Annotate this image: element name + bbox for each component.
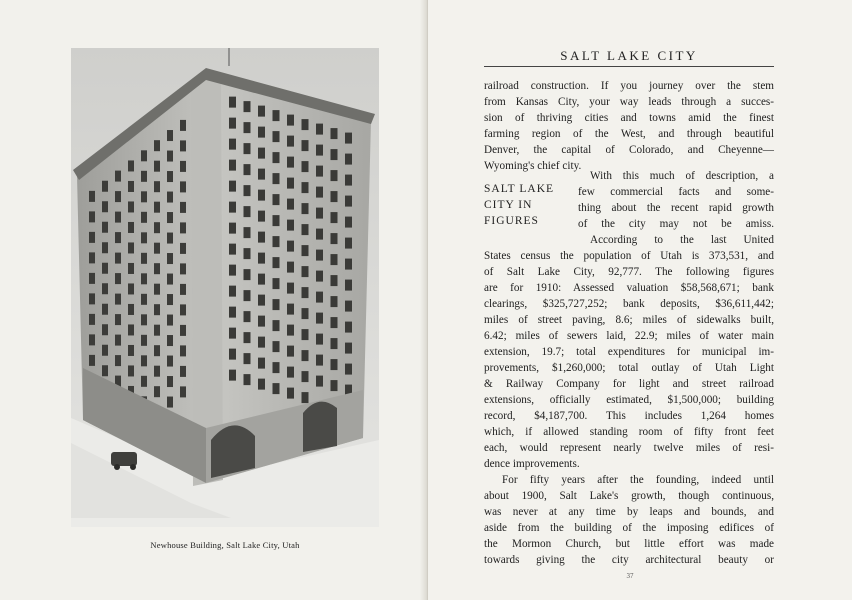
window bbox=[302, 308, 309, 319]
window bbox=[331, 191, 338, 202]
window bbox=[141, 171, 147, 182]
window bbox=[180, 345, 186, 356]
window bbox=[331, 233, 338, 244]
window bbox=[154, 366, 160, 377]
window bbox=[331, 317, 338, 328]
window bbox=[141, 232, 147, 243]
window bbox=[244, 185, 251, 196]
window bbox=[244, 248, 251, 259]
window bbox=[258, 295, 265, 306]
body-line: With this much of description, a bbox=[590, 170, 774, 182]
window bbox=[115, 232, 121, 243]
window bbox=[316, 334, 323, 345]
window bbox=[154, 386, 160, 397]
window bbox=[167, 171, 173, 182]
window bbox=[180, 222, 186, 233]
body-line: miles of street paving, 8.6; miles of sidewalks built, bbox=[484, 314, 774, 326]
window bbox=[331, 149, 338, 160]
window bbox=[258, 274, 265, 285]
window bbox=[331, 254, 338, 265]
window bbox=[345, 175, 352, 186]
body-line: of Salt Lake City, 92,777. The following figures bbox=[484, 266, 774, 278]
window bbox=[302, 119, 309, 130]
window bbox=[141, 273, 147, 284]
window bbox=[89, 334, 95, 345]
window bbox=[115, 191, 121, 202]
window bbox=[302, 392, 309, 403]
window bbox=[316, 124, 323, 135]
window bbox=[302, 203, 309, 214]
body-line: Wyoming's chief city. bbox=[484, 160, 582, 172]
body-line: aside from the building of the imposing edifices of bbox=[484, 522, 774, 534]
window bbox=[316, 166, 323, 177]
window bbox=[287, 136, 294, 147]
body-line: extensions, officially estimated, $1,500,000; building bbox=[484, 394, 774, 406]
window bbox=[258, 358, 265, 369]
window bbox=[345, 238, 352, 249]
window bbox=[244, 143, 251, 154]
window bbox=[154, 284, 160, 295]
window bbox=[244, 332, 251, 343]
window bbox=[167, 130, 173, 141]
header-rule bbox=[484, 66, 774, 67]
body-line: sion of thriving cities and towns amid the finest bbox=[484, 112, 774, 124]
body-line: States census the population of Utah is 373,531, and bbox=[484, 250, 774, 262]
window bbox=[287, 178, 294, 189]
body-line: railroad construction. If you journey over the stem bbox=[484, 80, 774, 92]
window bbox=[141, 150, 147, 161]
window bbox=[229, 265, 236, 276]
window bbox=[167, 233, 173, 244]
window bbox=[345, 343, 352, 354]
window bbox=[229, 244, 236, 255]
window bbox=[331, 275, 338, 286]
body-line: record, $4,187,700. This includes 1,264 homes bbox=[484, 410, 774, 422]
window bbox=[244, 374, 251, 385]
window bbox=[258, 316, 265, 327]
window bbox=[89, 355, 95, 366]
photo-caption: Newhouse Building, Salt Lake City, Utah bbox=[150, 540, 300, 550]
window bbox=[141, 314, 147, 325]
window bbox=[331, 380, 338, 391]
window bbox=[273, 173, 280, 184]
window bbox=[167, 356, 173, 367]
window bbox=[302, 266, 309, 277]
window bbox=[316, 229, 323, 240]
window bbox=[287, 262, 294, 273]
window bbox=[273, 383, 280, 394]
window bbox=[167, 376, 173, 387]
window bbox=[167, 253, 173, 264]
body-line: 6.42; miles of sewers laid, 22.9; miles of water main bbox=[484, 330, 774, 342]
window bbox=[331, 359, 338, 370]
window bbox=[258, 190, 265, 201]
window bbox=[316, 376, 323, 387]
window bbox=[287, 325, 294, 336]
newhouse-building-photo bbox=[71, 48, 379, 527]
window bbox=[180, 366, 186, 377]
window bbox=[316, 292, 323, 303]
window bbox=[316, 145, 323, 156]
window bbox=[154, 140, 160, 151]
window bbox=[141, 212, 147, 223]
window bbox=[244, 290, 251, 301]
window bbox=[287, 115, 294, 126]
window bbox=[115, 355, 121, 366]
window bbox=[167, 315, 173, 326]
window bbox=[331, 296, 338, 307]
window bbox=[141, 191, 147, 202]
window bbox=[316, 250, 323, 261]
window bbox=[167, 192, 173, 203]
window bbox=[345, 280, 352, 291]
window bbox=[258, 337, 265, 348]
window bbox=[128, 201, 134, 212]
window bbox=[89, 211, 95, 222]
side-heading-line-1: SALT LAKE bbox=[484, 183, 555, 195]
window bbox=[229, 370, 236, 381]
window bbox=[244, 164, 251, 175]
side-heading-line-3: FIGURES bbox=[484, 215, 539, 227]
window bbox=[229, 202, 236, 213]
window bbox=[258, 169, 265, 180]
window bbox=[287, 304, 294, 315]
window bbox=[316, 208, 323, 219]
window bbox=[302, 371, 309, 382]
window bbox=[302, 161, 309, 172]
window bbox=[102, 222, 108, 233]
window bbox=[229, 160, 236, 171]
window bbox=[258, 106, 265, 117]
body-line: For fifty years after the founding, indeed until bbox=[502, 474, 774, 486]
window bbox=[345, 133, 352, 144]
body-line: of the city may not be amiss. bbox=[578, 218, 774, 230]
window bbox=[302, 287, 309, 298]
window bbox=[167, 212, 173, 223]
window bbox=[89, 191, 95, 202]
window bbox=[273, 278, 280, 289]
window bbox=[287, 241, 294, 252]
window bbox=[141, 253, 147, 264]
window bbox=[141, 376, 147, 387]
window bbox=[331, 212, 338, 223]
window bbox=[102, 345, 108, 356]
window bbox=[331, 128, 338, 139]
window bbox=[128, 345, 134, 356]
body-line: According to the last United bbox=[590, 234, 774, 246]
window bbox=[244, 101, 251, 112]
window bbox=[273, 152, 280, 163]
window bbox=[141, 355, 147, 366]
body-line: each, would represent nearly twelve miles of resi- bbox=[484, 442, 774, 454]
window bbox=[128, 181, 134, 192]
window bbox=[180, 161, 186, 172]
window bbox=[141, 335, 147, 346]
window bbox=[180, 243, 186, 254]
body-line: about 1900, Salt Lake's growth, though continuous, bbox=[484, 490, 774, 502]
window bbox=[115, 294, 121, 305]
window bbox=[287, 220, 294, 231]
window bbox=[128, 160, 134, 171]
window bbox=[102, 283, 108, 294]
body-line: extension, 19.7; total expenditures for municipal im- bbox=[484, 346, 774, 358]
body-line: provements, $1,260,000; total outlay of Utah Light bbox=[484, 362, 774, 374]
window bbox=[258, 127, 265, 138]
window bbox=[316, 355, 323, 366]
window bbox=[128, 324, 134, 335]
window bbox=[102, 365, 108, 376]
window bbox=[180, 202, 186, 213]
window bbox=[302, 182, 309, 193]
window bbox=[273, 215, 280, 226]
window bbox=[302, 140, 309, 151]
window bbox=[141, 294, 147, 305]
window bbox=[244, 353, 251, 364]
window bbox=[302, 224, 309, 235]
window bbox=[287, 283, 294, 294]
window bbox=[302, 350, 309, 361]
window bbox=[229, 328, 236, 339]
window bbox=[302, 329, 309, 340]
window bbox=[128, 263, 134, 274]
window bbox=[244, 227, 251, 238]
window bbox=[258, 253, 265, 264]
window bbox=[287, 157, 294, 168]
window bbox=[128, 222, 134, 233]
window bbox=[331, 170, 338, 181]
window bbox=[89, 314, 95, 325]
window bbox=[154, 325, 160, 336]
window bbox=[102, 263, 108, 274]
body-line: thing about the recent rapid growth bbox=[578, 202, 774, 214]
window bbox=[345, 322, 352, 333]
body-line: Denver, the capital of Colorado, and Cheyenne— bbox=[484, 144, 774, 156]
window bbox=[128, 283, 134, 294]
window bbox=[102, 242, 108, 253]
window bbox=[244, 269, 251, 280]
body-line: & Railway Company for light and street railroad bbox=[484, 378, 774, 390]
window bbox=[345, 154, 352, 165]
body-line: towards giving the city architectural beauty or bbox=[484, 554, 774, 566]
window bbox=[128, 365, 134, 376]
window bbox=[302, 245, 309, 256]
window bbox=[154, 181, 160, 192]
body-line: farming region of the West, and through beautiful bbox=[484, 128, 774, 140]
window bbox=[180, 140, 186, 151]
window bbox=[273, 257, 280, 268]
window bbox=[115, 273, 121, 284]
window bbox=[258, 379, 265, 390]
window bbox=[115, 171, 121, 182]
window bbox=[287, 346, 294, 357]
window bbox=[102, 324, 108, 335]
window bbox=[180, 284, 186, 295]
body-line: dence improvements. bbox=[484, 458, 580, 470]
window bbox=[115, 314, 121, 325]
window bbox=[154, 222, 160, 233]
window bbox=[244, 311, 251, 322]
page-number: 37 bbox=[626, 572, 634, 580]
window bbox=[102, 304, 108, 315]
window bbox=[102, 201, 108, 212]
window bbox=[229, 286, 236, 297]
window bbox=[229, 139, 236, 150]
window bbox=[102, 181, 108, 192]
window bbox=[316, 313, 323, 324]
window bbox=[345, 301, 352, 312]
window bbox=[115, 335, 121, 346]
window bbox=[89, 232, 95, 243]
body-line: which, if allowed standing room of fifty front feet bbox=[484, 426, 774, 438]
window bbox=[128, 304, 134, 315]
window bbox=[229, 181, 236, 192]
window bbox=[229, 223, 236, 234]
window bbox=[273, 131, 280, 142]
window bbox=[180, 181, 186, 192]
window bbox=[229, 307, 236, 318]
window bbox=[167, 274, 173, 285]
window bbox=[229, 97, 236, 108]
window bbox=[154, 345, 160, 356]
window bbox=[345, 259, 352, 270]
window bbox=[273, 362, 280, 373]
window bbox=[331, 338, 338, 349]
body-line: was never at any time by leaps and bounds, and bbox=[484, 506, 774, 518]
window bbox=[258, 232, 265, 243]
window bbox=[345, 364, 352, 375]
window bbox=[154, 202, 160, 213]
body-line: few commercial facts and some- bbox=[578, 186, 774, 198]
window bbox=[287, 199, 294, 210]
window bbox=[258, 148, 265, 159]
window bbox=[167, 151, 173, 162]
window bbox=[287, 367, 294, 378]
window bbox=[167, 335, 173, 346]
window bbox=[273, 299, 280, 310]
window bbox=[273, 320, 280, 331]
window bbox=[89, 293, 95, 304]
running-head: SALT LAKE CITY bbox=[560, 48, 698, 63]
window bbox=[244, 206, 251, 217]
body-line: are for 1910: Assessed valuation $58,568,671; bank bbox=[484, 282, 774, 294]
body-line: from Kansas City, your way leads through a succes- bbox=[484, 96, 774, 108]
window bbox=[115, 253, 121, 264]
window bbox=[128, 242, 134, 253]
window bbox=[154, 263, 160, 274]
window bbox=[167, 294, 173, 305]
window bbox=[287, 388, 294, 399]
window bbox=[273, 194, 280, 205]
building-illustration bbox=[71, 48, 379, 527]
window bbox=[89, 252, 95, 263]
window bbox=[258, 211, 265, 222]
body-line: the Mormon Church, but little effort was made bbox=[484, 538, 774, 550]
window bbox=[273, 110, 280, 121]
window bbox=[229, 118, 236, 129]
window bbox=[273, 236, 280, 247]
window bbox=[229, 349, 236, 360]
window bbox=[154, 304, 160, 315]
window bbox=[180, 263, 186, 274]
window bbox=[273, 341, 280, 352]
window bbox=[244, 122, 251, 133]
window bbox=[115, 212, 121, 223]
window bbox=[154, 161, 160, 172]
window bbox=[89, 273, 95, 284]
window bbox=[167, 397, 173, 408]
window bbox=[180, 304, 186, 315]
window bbox=[154, 243, 160, 254]
window bbox=[180, 386, 186, 397]
window bbox=[316, 271, 323, 282]
side-heading-line-2: CITY IN bbox=[484, 199, 533, 211]
window bbox=[345, 217, 352, 228]
window bbox=[180, 325, 186, 336]
window bbox=[316, 187, 323, 198]
window bbox=[345, 196, 352, 207]
window bbox=[180, 120, 186, 131]
body-line: clearings, $325,727,252; bank deposits, $36,611,442; bbox=[484, 298, 774, 310]
